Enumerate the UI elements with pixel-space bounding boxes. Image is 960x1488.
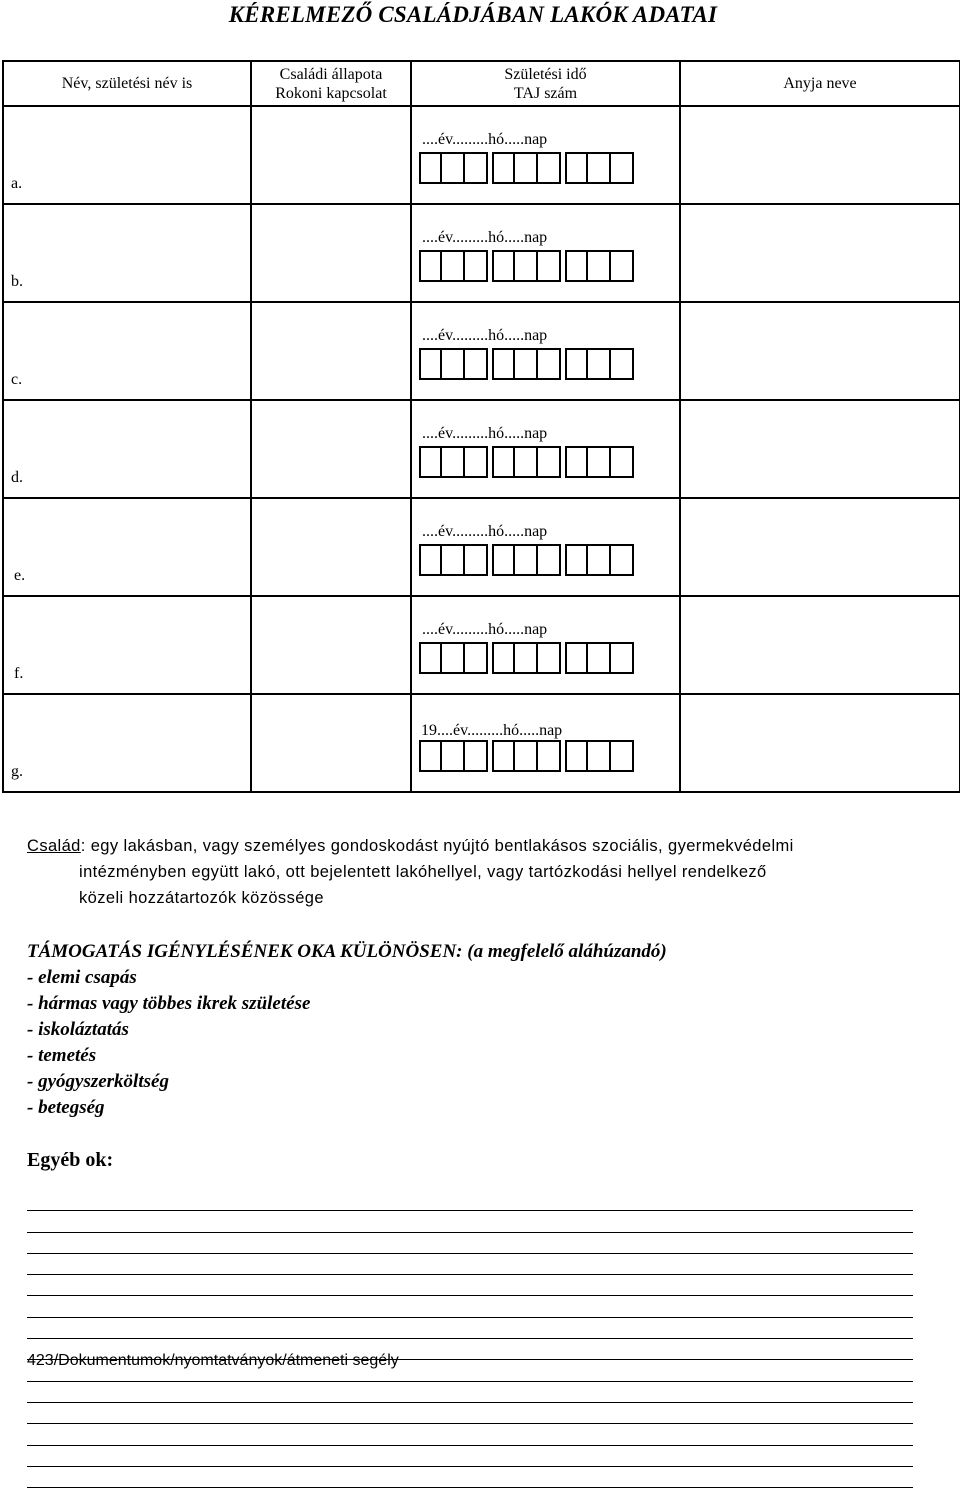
name-cell[interactable]	[3, 694, 251, 792]
header-name: Név, születési név is	[3, 61, 251, 106]
table-header-row	[3, 61, 960, 106]
taj-number-boxes	[419, 544, 638, 576]
footer-path: 423/Dokumentumok/nyomtatványok/átmeneti segély	[27, 1352, 399, 1369]
mother-name-cell[interactable]	[680, 498, 960, 596]
taj-digit-box[interactable]	[565, 446, 588, 478]
taj-digit-box[interactable]	[465, 152, 488, 184]
taj-digit-box[interactable]	[588, 642, 611, 674]
birth-taj-cell	[411, 106, 680, 204]
taj-digit-box[interactable]	[492, 446, 515, 478]
page-title: KÉRELMEZŐ CSALÁDJÁBAN LAKÓK ADATAI	[228, 2, 718, 27]
support-reason-heading: TÁMOGATÁS IGÉNYLÉSÉNEK OKA KÜLÖNÖSEN: (a megfelelő aláhúzandó)	[27, 941, 667, 962]
family-status-cell[interactable]	[251, 400, 411, 498]
blank-line[interactable]	[27, 1318, 913, 1339]
taj-number-boxes	[419, 642, 638, 674]
taj-digit-box[interactable]	[465, 446, 488, 478]
mother-name-cell[interactable]	[680, 302, 960, 400]
birth-date-template: ....év.........hó.....nap	[422, 131, 548, 148]
support-reason-item[interactable]: - gyógyszerköltség	[27, 1071, 169, 1092]
taj-digit-box[interactable]	[419, 152, 442, 184]
row-label: f.	[14, 665, 24, 682]
taj-digit-box[interactable]	[611, 642, 634, 674]
taj-digit-box[interactable]	[442, 544, 465, 576]
other-reason-label: Egyéb ok:	[27, 1149, 114, 1171]
taj-digit-box[interactable]	[515, 250, 538, 282]
header-birth-taj: Születési idő TAJ szám	[411, 61, 680, 106]
blank-line[interactable]	[27, 1211, 913, 1232]
taj-digit-box[interactable]	[515, 642, 538, 674]
taj-digit-box[interactable]	[492, 544, 515, 576]
taj-digit-box[interactable]	[515, 544, 538, 576]
taj-digit-box[interactable]	[565, 348, 588, 380]
support-reason-item[interactable]: - hármas vagy többes ikrek születése	[27, 993, 311, 1014]
birth-date-template: ....év.........hó.....nap	[422, 621, 548, 638]
taj-digit-box[interactable]	[465, 348, 488, 380]
table-row	[3, 400, 960, 498]
blank-line[interactable]	[27, 1275, 913, 1296]
other-reason-lines	[27, 1190, 913, 1488]
family-status-cell[interactable]	[251, 498, 411, 596]
mother-name-cell[interactable]	[680, 694, 960, 792]
taj-digit-box[interactable]	[515, 446, 538, 478]
table-row	[3, 596, 960, 694]
taj-digit-box[interactable]	[465, 250, 488, 282]
taj-digit-box[interactable]	[492, 740, 515, 772]
taj-digit-box[interactable]	[515, 740, 538, 772]
mother-name-cell[interactable]	[680, 400, 960, 498]
taj-digit-box[interactable]	[611, 152, 634, 184]
table-row	[3, 204, 960, 302]
taj-digit-box[interactable]	[419, 250, 442, 282]
mother-name-cell[interactable]	[680, 204, 960, 302]
taj-digit-box[interactable]	[465, 544, 488, 576]
table-row	[3, 302, 960, 400]
family-status-cell[interactable]	[251, 302, 411, 400]
taj-number-boxes	[419, 152, 638, 184]
family-status-cell[interactable]	[251, 596, 411, 694]
taj-digit-box[interactable]	[442, 152, 465, 184]
taj-digit-box[interactable]	[442, 740, 465, 772]
table-row	[3, 694, 960, 792]
taj-digit-box[interactable]	[565, 642, 588, 674]
taj-digit-box[interactable]	[611, 446, 634, 478]
taj-digit-box[interactable]	[442, 642, 465, 674]
blank-line[interactable]	[27, 1190, 913, 1211]
taj-digit-box[interactable]	[611, 250, 634, 282]
blank-line[interactable]	[27, 1403, 913, 1424]
taj-number-boxes	[419, 740, 638, 772]
birth-taj-cell	[411, 302, 680, 400]
name-cell[interactable]	[3, 596, 251, 694]
birth-date-template: 19....év.........hó.....nap	[421, 722, 563, 739]
blank-line[interactable]	[27, 1254, 913, 1275]
taj-digit-box[interactable]	[492, 152, 515, 184]
header-family-status: Családi állapota Rokoni kapcsolat	[251, 61, 411, 106]
row-label: a.	[11, 175, 23, 192]
taj-number-boxes	[419, 446, 638, 478]
table-row	[3, 498, 960, 596]
taj-digit-box[interactable]	[588, 740, 611, 772]
name-cell[interactable]	[3, 498, 251, 596]
taj-digit-box[interactable]	[442, 348, 465, 380]
support-reason-item[interactable]: - iskoláztatás	[27, 1019, 129, 1040]
birth-taj-cell	[411, 204, 680, 302]
taj-digit-box[interactable]	[538, 152, 561, 184]
taj-digit-box[interactable]	[419, 642, 442, 674]
blank-line[interactable]	[27, 1296, 913, 1317]
taj-digit-box[interactable]	[419, 544, 442, 576]
blank-line[interactable]	[27, 1424, 913, 1445]
row-label: d.	[11, 469, 23, 486]
table-row	[3, 106, 960, 204]
taj-digit-box[interactable]	[515, 152, 538, 184]
row-label: c.	[11, 371, 23, 388]
family-status-cell[interactable]	[251, 106, 411, 204]
blank-line[interactable]	[27, 1233, 913, 1254]
support-reason-item[interactable]: - betegség	[27, 1097, 105, 1118]
taj-digit-box[interactable]	[565, 740, 588, 772]
row-label: b.	[11, 273, 23, 290]
birth-date-template: ....év.........hó.....nap	[422, 327, 548, 344]
taj-digit-box[interactable]	[565, 250, 588, 282]
taj-digit-box[interactable]	[538, 348, 561, 380]
mother-name-cell[interactable]	[680, 596, 960, 694]
taj-digit-box[interactable]	[419, 740, 442, 772]
birth-taj-cell	[411, 596, 680, 694]
taj-digit-box[interactable]	[442, 250, 465, 282]
birth-taj-cell	[411, 694, 680, 792]
taj-digit-box[interactable]	[588, 544, 611, 576]
taj-digit-box[interactable]	[538, 740, 561, 772]
name-cell[interactable]	[3, 106, 251, 204]
taj-digit-box[interactable]	[492, 250, 515, 282]
birth-date-template: ....év.........hó.....nap	[422, 425, 548, 442]
support-reason-item[interactable]: - elemi csapás	[27, 967, 137, 988]
taj-digit-box[interactable]	[565, 544, 588, 576]
row-label: e.	[14, 567, 26, 584]
taj-digit-box[interactable]	[465, 642, 488, 674]
taj-digit-box[interactable]	[419, 446, 442, 478]
blank-line[interactable]	[27, 1382, 913, 1403]
taj-digit-box[interactable]	[565, 152, 588, 184]
birth-taj-cell	[411, 498, 680, 596]
taj-digit-box[interactable]	[611, 544, 634, 576]
blank-line[interactable]	[27, 1467, 913, 1488]
taj-number-boxes	[419, 250, 638, 282]
family-status-cell[interactable]	[251, 694, 411, 792]
taj-digit-box[interactable]	[538, 642, 561, 674]
support-reason-section	[27, 939, 927, 1121]
taj-digit-box[interactable]	[515, 348, 538, 380]
row-label: g.	[11, 763, 23, 780]
name-cell[interactable]	[3, 400, 251, 498]
definition-text-2: intézményben együtt lakó, ott bejelentett lakóhellyel, vagy tartózkodási hellyel rendelkező	[79, 863, 767, 881]
blank-line[interactable]	[27, 1446, 913, 1467]
taj-digit-box[interactable]	[588, 348, 611, 380]
definition-term: Család	[27, 837, 81, 855]
taj-digit-box[interactable]	[611, 348, 634, 380]
taj-digit-box[interactable]	[538, 250, 561, 282]
birth-date-template: ....év.........hó.....nap	[422, 229, 548, 246]
name-cell[interactable]	[3, 302, 251, 400]
family-status-cell[interactable]	[251, 204, 411, 302]
birth-date-template: ....év.........hó.....nap	[422, 523, 548, 540]
taj-digit-box[interactable]	[611, 740, 634, 772]
taj-digit-box[interactable]	[419, 348, 442, 380]
taj-digit-box[interactable]	[538, 446, 561, 478]
taj-digit-box[interactable]	[442, 446, 465, 478]
taj-digit-box[interactable]	[538, 544, 561, 576]
definition-text-1: : egy lakásban, vagy személyes gondoskodást nyújtó bentlakásos szociális, gyermekvédelmi	[80, 837, 794, 855]
taj-digit-box[interactable]	[588, 446, 611, 478]
household-members-table	[2, 60, 960, 793]
taj-digit-box[interactable]	[588, 250, 611, 282]
birth-taj-cell	[411, 400, 680, 498]
family-definition	[27, 833, 917, 911]
definition-text-3: közeli hozzátartozók közössége	[79, 889, 324, 907]
taj-digit-box[interactable]	[465, 740, 488, 772]
taj-digit-box[interactable]	[492, 642, 515, 674]
name-cell[interactable]	[3, 204, 251, 302]
mother-name-cell[interactable]	[680, 106, 960, 204]
header-mother-name: Anyja neve	[680, 61, 960, 106]
taj-digit-box[interactable]	[492, 348, 515, 380]
taj-digit-box[interactable]	[588, 152, 611, 184]
support-reason-item[interactable]: - temetés	[27, 1045, 97, 1066]
taj-number-boxes	[419, 348, 638, 380]
